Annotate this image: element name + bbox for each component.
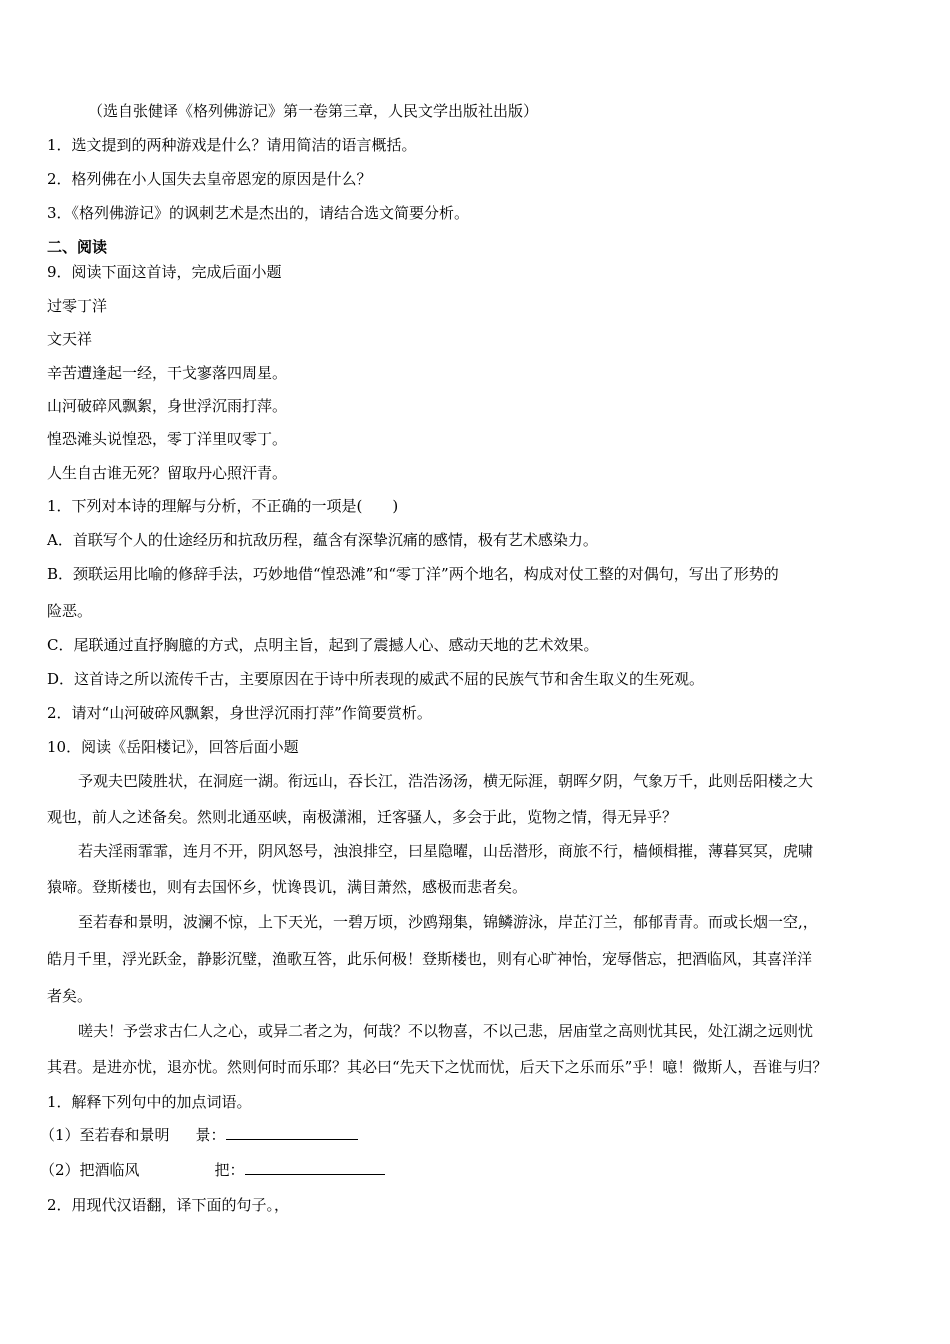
poem-title: 过零丁洋 — [47, 297, 108, 315]
poem-line: 山河破碎风飘絮，身世浮沉雨打萍。 — [47, 397, 288, 415]
passage-line: 其君。是进亦忧，退亦忧。然则何时而乐耶？其必曰“先天下之忧而忧，后天下之乐而乐”乎！噫！微斯人，吾谁与归？ — [47, 1058, 828, 1076]
option-d: D．这首诗之所以流传千古，主要原因在于诗中所表现的威武不屈的民族气节和舍生取义的生死观。 — [47, 670, 705, 688]
poem-line: 人生自古谁无死？留取丹心照汗青。 — [47, 464, 288, 482]
section-title: 二、阅读 — [47, 238, 108, 256]
poem-line: 惶恐滩头说惶恐，零丁洋里叹零丁。 — [47, 430, 288, 448]
passage-line: 皓月千里，浮光跃金，静影沉璧，渔歌互答，此乐何极！登斯楼也，则有心旷神怡，宠辱偕忘，把酒临风，其喜洋洋 — [47, 950, 813, 968]
question-3: 3．《格列佛游记》的讽刺艺术是杰出的，请结合选文简要分析。 — [47, 204, 470, 222]
q9-sub1: 1．下列对本诗的理解与分析，不正确的一项是( ) — [47, 497, 399, 515]
answer-blank[interactable] — [226, 1125, 358, 1140]
answer-blank[interactable] — [245, 1160, 385, 1175]
vocab-item-sentence: （1）至若春和景明 — [40, 1126, 170, 1144]
vocab-item-1 — [40, 1125, 358, 1145]
passage-line: 观也，前人之述备矣。然则北通巫峡，南极潇湘，迁客骚人，多会于此，览物之情，得无异乎？ — [47, 808, 678, 826]
passage-line: 嗟夫！予尝求古仁人之心，或异二者之为，何哉？不以物喜，不以己悲，居庙堂之高则忧其民，处江湖之远则忧 — [78, 1022, 814, 1040]
q10-sub2: 2．用现代汉语翻，译下面的句子。， — [47, 1196, 290, 1214]
q9-intro: 9．阅读下面这首诗，完成后面小题 — [47, 263, 282, 281]
passage-line: 予观夫巴陵胜状，在洞庭一湖。衔远山，吞长江，浩浩汤汤，横无际涯，朝晖夕阴，气象万千，此则岳阳楼之大 — [78, 772, 814, 790]
option-c: C．尾联通过直抒胸臆的方式，点明主旨，起到了震撼人心、感动天地的艺术效果。 — [47, 636, 599, 654]
vocab-item-word: 景： — [195, 1126, 226, 1144]
q10-sub1: 1．解释下列句中的加点词语。 — [47, 1093, 252, 1111]
passage-line: 至若春和景明，波澜不惊，上下天光，一碧万顷，沙鸥翔集，锦鳞游泳，岸芷汀兰，郁郁青青。而或长烟一空,， — [78, 913, 818, 931]
passage-line: 若夫淫雨霏霏，连月不开，阴风怒号，浊浪排空，曰星隐曜，山岳潜形，商旅不行，樯倾楫摧，薄暮冥冥，虎啸 — [78, 842, 814, 860]
poem-line: 辛苦遭逢起一经，干戈寥落四周星。 — [47, 364, 288, 382]
vocab-item-2 — [40, 1160, 385, 1180]
passage-line: 者矣。 — [47, 987, 93, 1005]
q9-sub2: 2．请对“山河破碎风飘絮，身世浮沉雨打萍”作简要赏析。 — [47, 704, 432, 722]
option-a: A．首联写个人的仕途经历和抗敌历程，蕴含有深挚沉痛的感情，极有艺术感染力。 — [47, 531, 598, 549]
passage-line: 猿啼。登斯楼也，则有去国怀乡，忧谗畏讥，满目萧然，感极而悲者矣。 — [47, 878, 528, 896]
question-1: 1．选文提到的两种游戏是什么？请用简洁的语言概括。 — [47, 136, 417, 154]
vocab-item-word: 把： — [214, 1161, 245, 1179]
question-2: 2．格列佛在小人国失去皇帝恩宠的原因是什么？ — [47, 170, 372, 188]
source-note: （选自张健译《格列佛游记》第一卷第三章，人民文学出版社出版） — [88, 102, 539, 120]
vocab-item-sentence: （2）把酒临风 — [40, 1161, 140, 1179]
option-b: B．颈联运用比喻的修辞手法，巧妙地借“惶恐滩”和“零丁洋”两个地名，构成对仗工整的对偶句，写出了形势的 — [47, 565, 779, 583]
poet-name: 文天祥 — [47, 330, 93, 348]
q10-intro: 10．阅读《岳阳楼记》，回答后面小题 — [47, 738, 299, 756]
option-b-cont: 险恶。 — [47, 602, 93, 620]
